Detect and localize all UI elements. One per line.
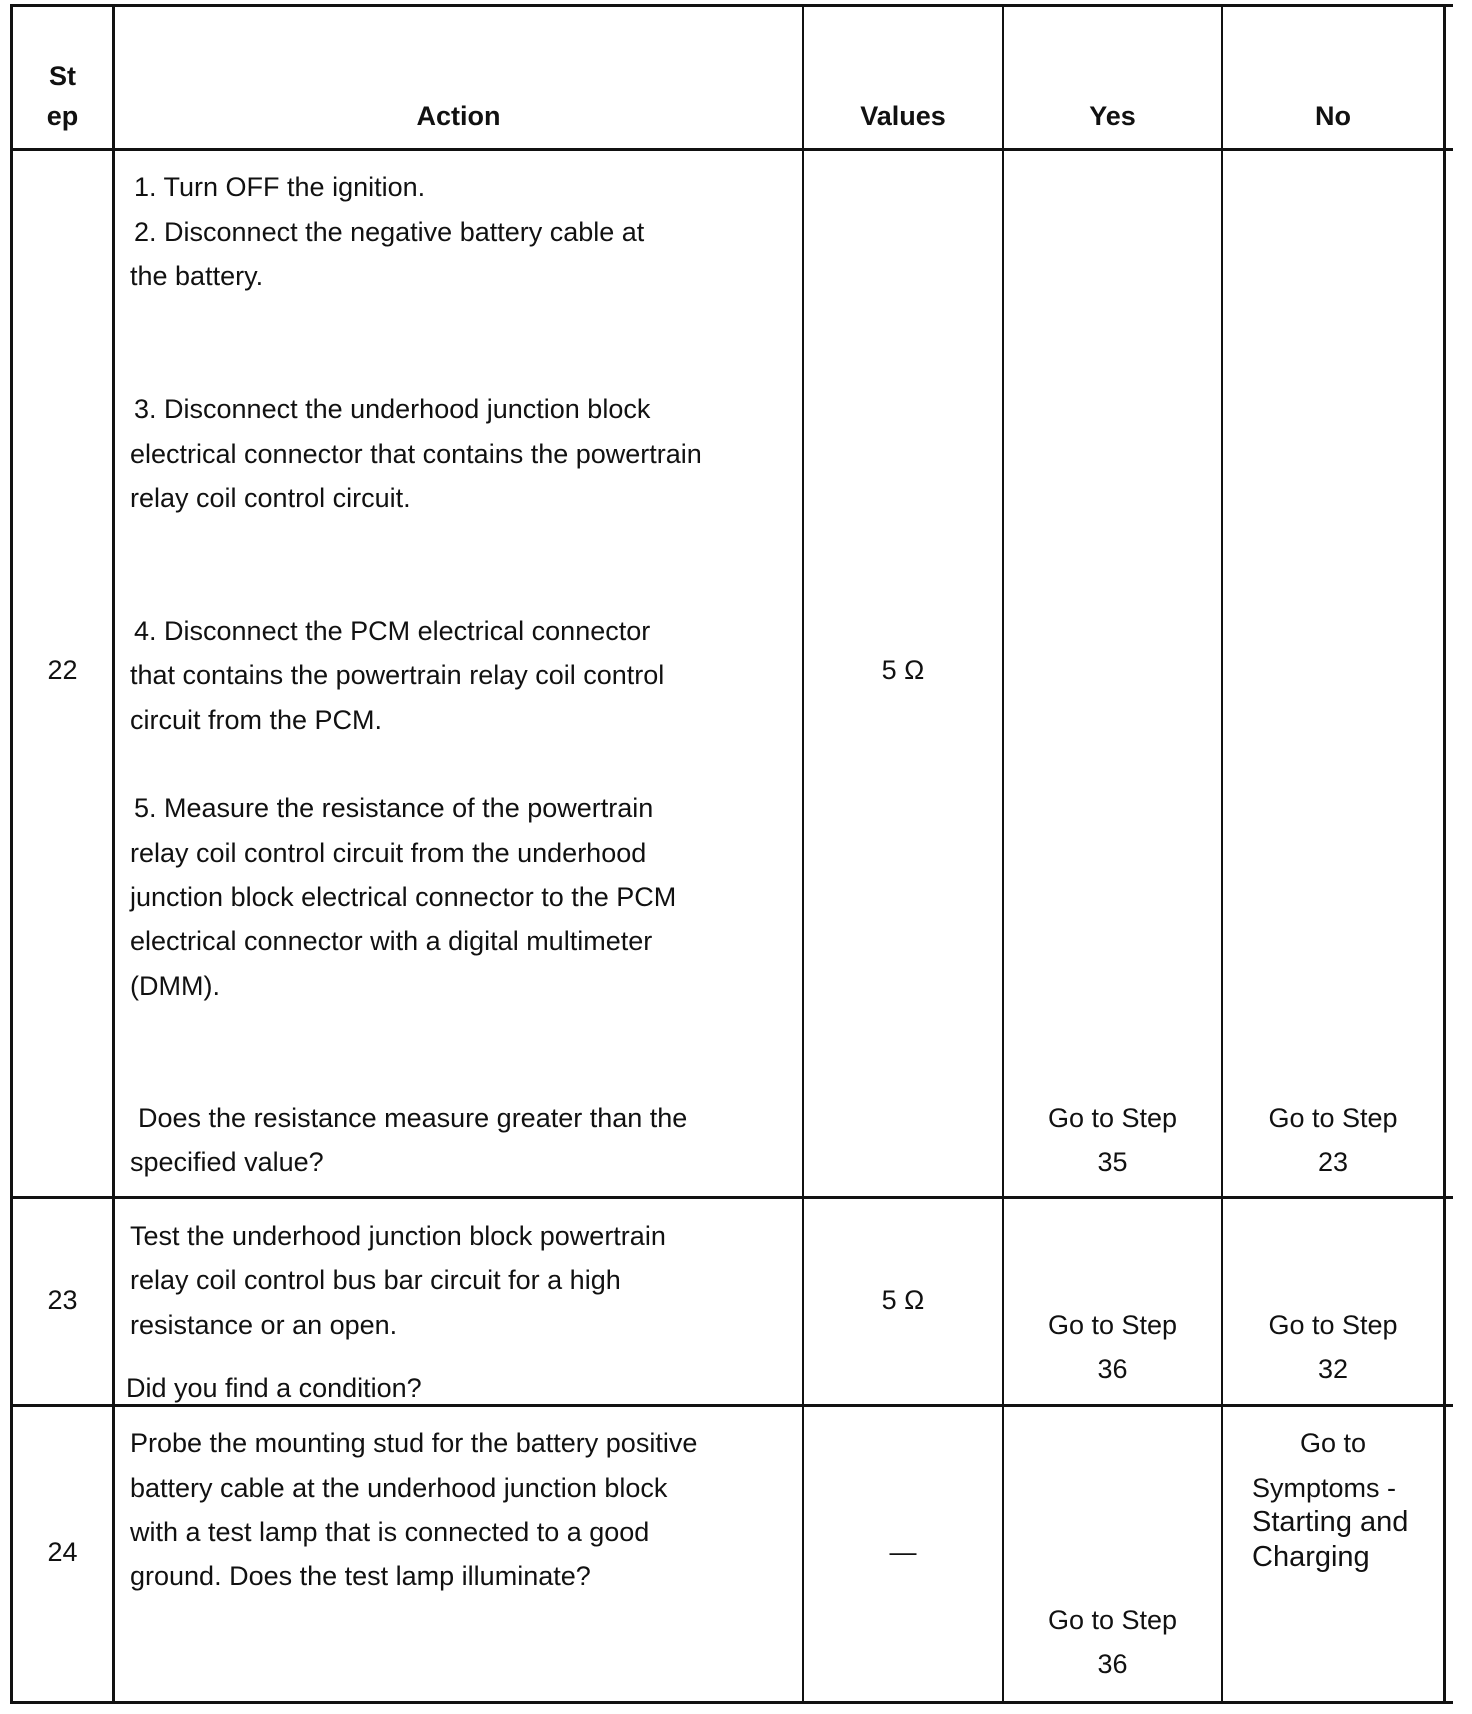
table-border-top <box>10 4 1453 7</box>
action-line: relay coil control bus bar circuit for a high <box>130 1265 621 1295</box>
header-yes: Yes <box>1089 101 1136 131</box>
no-cell-line: Go to Step <box>1268 1103 1398 1133</box>
table-row-step: 22 <box>47 655 78 685</box>
action-question: specified value? <box>130 1147 324 1177</box>
action-line: battery cable at the underhood junction block <box>130 1473 668 1503</box>
action-line: that contains the powertrain relay coil control <box>130 660 665 690</box>
value-cell: — <box>889 1537 917 1567</box>
action-line: Test the underhood junction block powertrain <box>130 1221 666 1251</box>
header-divider <box>10 148 1453 151</box>
yes-cell-line: 35 <box>1097 1147 1128 1177</box>
table-row-step: 23 <box>47 1285 78 1315</box>
no-cell-line: Charging <box>1252 1541 1370 1573</box>
header-action: Action <box>416 101 501 131</box>
table-border-left <box>10 4 13 1704</box>
action-question: Did you find a condition? <box>126 1373 422 1403</box>
no-cell-line: Starting and <box>1252 1506 1409 1538</box>
no-cell-line: 23 <box>1317 1147 1349 1177</box>
action-line: the battery. <box>130 261 264 291</box>
action-line: circuit from the PCM. <box>130 705 383 735</box>
action-line: 1. Turn OFF the ignition. <box>134 172 426 202</box>
no-cell-line: Symptoms - <box>1252 1473 1397 1503</box>
action-line: relay coil control circuit from the underhood <box>130 838 647 868</box>
yes-cell-line: Go to Step <box>1047 1605 1178 1635</box>
column-divider <box>1002 4 1004 1704</box>
action-line: junction block electrical connector to the PCM <box>130 882 677 912</box>
table-border-bottom <box>10 1701 1453 1704</box>
action-line: Probe the mounting stud for the battery positive <box>130 1428 698 1458</box>
row-divider <box>10 1196 1453 1199</box>
table-border-right <box>1443 4 1446 1704</box>
value-cell: 5 Ω <box>881 1285 925 1315</box>
value-cell: 5 Ω <box>881 655 925 685</box>
no-cell-line: Go to <box>1299 1428 1367 1458</box>
action-line: ground. Does the test lamp illuminate? <box>130 1561 591 1591</box>
no-cell-line: 32 <box>1317 1354 1349 1384</box>
yes-cell-line: 36 <box>1097 1649 1128 1679</box>
column-divider <box>112 4 115 1704</box>
action-line: (DMM). <box>130 971 220 1001</box>
action-line: electrical connector with a digital multimeter <box>130 926 653 956</box>
header-step-line2: ep <box>46 101 79 131</box>
action-line: 2. Disconnect the negative battery cable at <box>134 217 645 247</box>
action-question: Does the resistance measure greater than the <box>138 1103 688 1133</box>
column-divider <box>802 4 804 1704</box>
action-line: 5. Measure the resistance of the powertrain <box>134 793 654 823</box>
table-row-step: 24 <box>47 1537 78 1567</box>
yes-cell-line: Go to Step <box>1047 1310 1178 1340</box>
yes-cell-line: 36 <box>1097 1354 1128 1384</box>
yes-cell-line: Go to Step <box>1047 1103 1178 1133</box>
header-values: Values <box>860 101 946 131</box>
action-line: 4. Disconnect the PCM electrical connector <box>134 616 651 646</box>
action-line: with a test lamp that is connected to a good <box>130 1517 650 1547</box>
action-line: resistance or an open. <box>130 1310 398 1340</box>
action-line: electrical connector that contains the powertrain <box>130 439 702 469</box>
action-line: 3. Disconnect the underhood junction block <box>134 394 651 424</box>
header-step-line1: St <box>49 61 76 91</box>
header-no: No <box>1315 101 1351 131</box>
action-line: relay coil control circuit. <box>130 483 411 513</box>
no-cell-line: Go to Step <box>1268 1310 1398 1340</box>
